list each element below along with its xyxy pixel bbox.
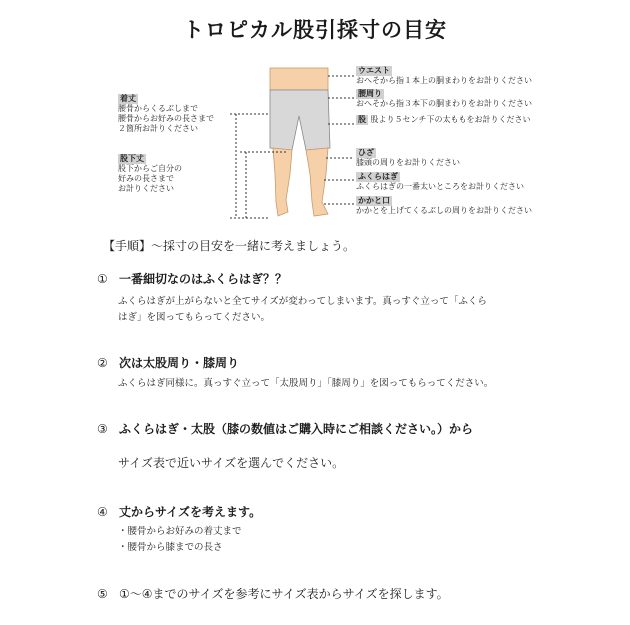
hiza-label: ひざ 膝頭の周りをお計りください: [356, 148, 460, 167]
fukurahagi-label: ふくらはぎ ふくらはぎの一番太いところをお計りください: [356, 172, 524, 191]
intro-text: 【手順】～採寸の目安を一緒に考えましょう。: [103, 239, 356, 253]
left-leg: [273, 148, 292, 216]
step-1-heading: ① 一番細切なのはふくらはぎ？？: [97, 272, 288, 286]
step-4-body: ・腰骨からお好みの着丈まで ・腰骨から膝までの長さ: [118, 526, 242, 553]
step-2-heading: ② 次は太股周り・膝周り: [97, 356, 240, 370]
step-1-body: ふくらはぎが上がらないと全てサイズが変わってしまいます。真っすぐ立って「ふくら はぎ」を図ってもらってください。: [118, 296, 487, 323]
waist-label: ウエスト おへそから指１本上の胴まわりをお計りください: [356, 66, 532, 85]
kitake-label: 着丈 腰骨からくるぶしまで 腰骨からお好みの長さまで ２箇所お計りください: [118, 94, 214, 133]
right-leg: [306, 148, 328, 216]
measurement-diagram: [118, 62, 548, 222]
step-3-body: サイズ表で近いサイズを選んでください。: [118, 456, 345, 470]
matashita-label: 股下丈 股下からご自分の 好みの長さまで お計りください: [118, 154, 182, 193]
waist-skin: [270, 68, 328, 90]
page-title: トロピカル股引採寸の目安: [183, 18, 447, 42]
step-3-heading: ③ ふくらはぎ・太股（膝の数値はご購入時にご相談ください。）から: [97, 422, 474, 436]
step-5-heading: ⑤ ①～④までのサイズを参考にサイズ表からサイズを探します。: [97, 587, 449, 601]
momo-label: 股 股より５センチ下の太ももをお計りください: [358, 115, 531, 124]
shorts: [270, 90, 330, 150]
kakato-label: かかと口 かかとを上げてくるぶしの周りをお計りください: [356, 196, 532, 215]
koshi-label: 腰周り おへそから指３本下の胴まわりをお計りください: [356, 89, 532, 108]
step-4-heading: ④ 丈からサイズを考えます。: [97, 505, 262, 519]
step-2-body: ふくらはぎ同様に。真っすぐ立って「太股周り」「膝周り」を図ってもらってください。: [118, 378, 494, 389]
